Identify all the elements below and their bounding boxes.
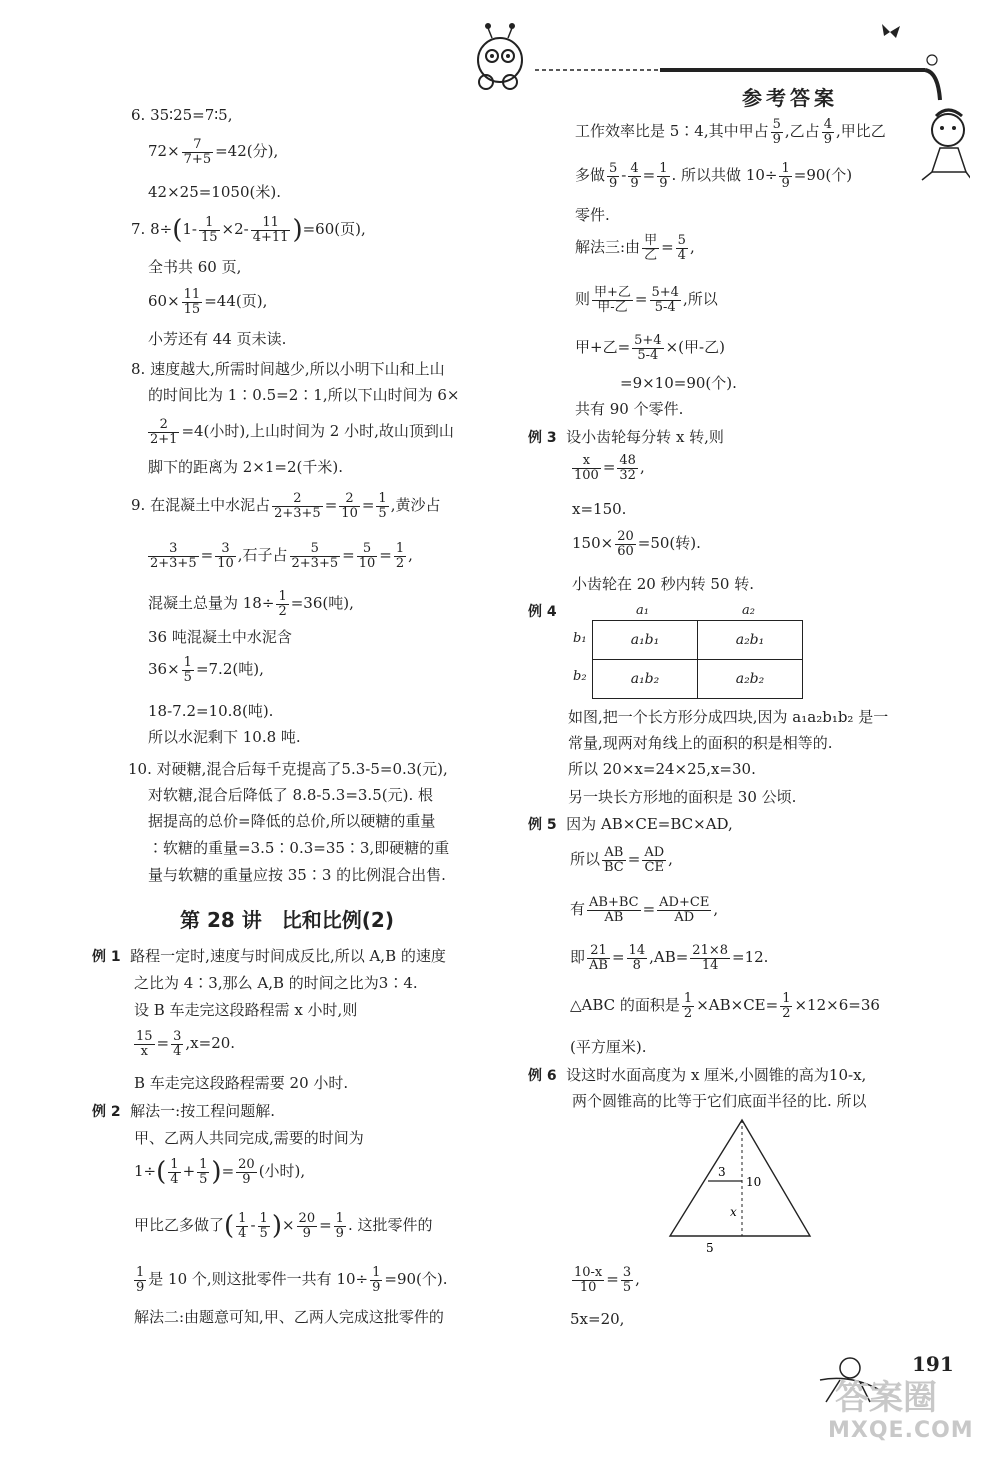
ex5-line-6: (平方厘米). [570, 1038, 647, 1056]
fraction: $\frac{3}{5}$ [622, 1265, 632, 1295]
ex4-col2: a₂ [742, 603, 755, 618]
text: 多做 [575, 166, 606, 185]
fraction: $\frac{1}{5}$ [183, 655, 192, 685]
text: 甲比乙多做了 [134, 1216, 225, 1235]
section-title: 第 28 讲 比和比例(2) [180, 908, 394, 932]
q9-line-3 [148, 590, 354, 618]
text: △ABC 的面积是 [570, 996, 680, 1015]
text: 设这时水面高度为 x 厘米,小圆锥的高为10-x, [566, 1066, 867, 1084]
fraction: $\frac{AD+CE}{AD}$ [659, 895, 710, 925]
text: 60× [148, 292, 180, 311]
q8-line-2: 的时间比为 1∶0.5=2∶1,所以下山时间为 6× [148, 386, 460, 404]
label-x: x [730, 1205, 737, 1219]
right-line-2: 多做 $\frac{5}{9}$ - $\frac{4}{9}$ = $\frac{1}{9}$ . 所以共做 10÷ $\frac{1}{9}$ =90(个) [575, 161, 853, 191]
q6-line-2 [148, 138, 278, 166]
text: =42(分), [215, 142, 279, 161]
ex2-line-5 [132, 1266, 448, 1294]
fraction: $\frac{1}{2}$ [395, 541, 405, 571]
ex3-line-3: x=150. [572, 500, 627, 518]
text: =4(小时),上山时间为 2 小时,故山顶到山 [181, 422, 454, 441]
ex4-col1: a₁ [636, 603, 649, 618]
text: 所以 [570, 850, 601, 869]
fraction: $\frac{1}{2}$ [782, 991, 791, 1021]
ex1-label: 例 1 [92, 949, 121, 965]
fraction: $\frac{1}{4}$ [170, 1157, 179, 1187]
fraction: $\frac{\text{甲}}{\text{乙}}$ [644, 233, 658, 263]
ex4-line-1: 如图,把一个长方形分成四块,因为 a₁a₂b₁b₂ 是一 [568, 708, 889, 726]
label-3: 3 [718, 1165, 726, 1179]
ex6-line-4: 5x=20, [570, 1310, 625, 1328]
q8-number: 8. [131, 360, 146, 378]
text: . 这批零件的 [347, 1216, 433, 1235]
text: 解法一:按工程问题解. [130, 1102, 275, 1120]
text: 解法三:由 [575, 238, 641, 257]
text: =44(页), [204, 292, 268, 311]
label-10: 10 [746, 1175, 762, 1189]
flower-icon [927, 55, 937, 65]
watermark-url: MXQE.COM [828, 1418, 974, 1443]
text: ,黄沙占 [390, 496, 441, 515]
fraction: $\frac{21\times 8}{14}$ [692, 943, 729, 973]
ex4-line-3: 所以 20×x=24×25,x=30. [568, 760, 756, 778]
fraction: $\frac{20}{9}$ [298, 1211, 316, 1241]
header-title: 参考答案 [742, 86, 838, 110]
fraction: $\frac{AB+BC}{AB}$ [589, 895, 639, 925]
q6-number: 6. [131, 106, 146, 124]
fraction: $\frac{AD}{CE}$ [644, 845, 665, 875]
right-line-6 [575, 334, 725, 362]
text: 72× [148, 142, 180, 161]
watermark-logo: 答案圈 [835, 1378, 937, 1418]
fraction: $\frac{1}{9}$ [335, 1211, 344, 1241]
text: 则 [575, 290, 591, 309]
text: 有 [570, 900, 586, 919]
q7-line-4: 小芳还有 44 页未读. [148, 330, 287, 348]
ex3-label: 例 3 [528, 430, 557, 446]
right-line-7: =9×10=90(个). [620, 374, 737, 392]
text: ,所以 [682, 290, 718, 309]
text: ,乙占 [784, 122, 820, 141]
ex4-label: 例 4 [528, 604, 557, 620]
ex6-label: 例 6 [528, 1068, 557, 1084]
q10-line-5: 量与软糖的重量应按 35∶3 的比例混合出售. [148, 866, 446, 884]
q6-line-1 [131, 104, 233, 126]
fraction: $\frac{5}{2+3+5}$ [291, 541, 339, 571]
text: 在混凝土中水泥占 [150, 496, 271, 515]
ex2-line-2: 甲、乙两人共同完成,需要的时间为 [134, 1129, 364, 1147]
cone-triangle [670, 1120, 810, 1236]
text: ,AB= [649, 948, 689, 967]
ex6-line-1 [528, 1064, 866, 1087]
ex3-line-2: $\frac{x}{100}$ = $\frac{48}{32}$ , [574, 453, 645, 483]
cell-a1b1: a₁b₁ [593, 621, 698, 660]
fraction: $\frac{11}{4+11}$ [252, 215, 289, 245]
text: =50(转). [637, 534, 701, 553]
q7-number: 7. [131, 220, 146, 239]
fraction: $\frac{4}{9}$ [630, 161, 639, 191]
text: 设小齿轮每分转 x 转,则 [566, 428, 724, 446]
fraction: $\frac{3}{4}$ [173, 1029, 182, 1059]
q9-line-1: 9. 在混凝土中水泥占 $\frac{2}{2+3+5}$ = $\frac{2}{10}$ = $\frac{1}{5}$ ,黄沙占 [131, 491, 441, 521]
cell-a1b2: a₁b₂ [593, 660, 698, 699]
text: 因为 AB×CE=BC×AD, [566, 815, 733, 833]
cone-diagram [660, 1118, 820, 1258]
text: 150× [572, 534, 614, 553]
fraction: $\frac{5}{9}$ [609, 161, 618, 191]
label-5: 5 [706, 1241, 714, 1255]
q9-line-5 [148, 656, 264, 684]
text: 36× [148, 660, 180, 679]
q10-line-4: ∶软糖的重量=3.5∶0.3=35∶3,即硬糖的重 [148, 839, 450, 857]
fraction: $\frac{5+4}{5-4}$ [651, 285, 679, 315]
fraction: $\frac{1}{15}$ [201, 215, 218, 245]
ex6-line-2: 两个圆锥高的比等于它们底面半径的比. 所以 [572, 1092, 867, 1110]
cell-a2b2: a₂b₂ [698, 660, 803, 699]
ex4-row1: b₁ [573, 631, 587, 646]
fraction: $\frac{7}{7+5}$ [183, 137, 212, 167]
q9-number: 9. [131, 496, 146, 515]
text: 路程一定时,速度与时间成反比,所以 A,B 的速度 [130, 947, 446, 965]
ex5-line-4: 即 $\frac{21}{AB}$ = $\frac{14}{8}$ ,AB= $\frac{21\times 8}{14}$ =12. [570, 943, 769, 973]
page-number: 191 [912, 1352, 954, 1376]
right-line-1 [575, 118, 886, 146]
ex5-line-5 [570, 992, 880, 1020]
ex4-label-line [528, 600, 557, 623]
ex4-row2: b₂ [573, 669, 587, 684]
mascot-icon [478, 23, 522, 89]
fraction: $\frac{10-x}{10}$ [574, 1265, 603, 1295]
ex4-line-4: 另一块长方形地的面积是 30 公顷. [568, 788, 797, 806]
q6-text: 35∶25=7∶5, [150, 106, 233, 124]
ex1-line-3: 设 B 车走完这段路程需 x 小时,则 [134, 1001, 358, 1019]
text: 对硬糖,混合后每千克提高了5.3-5=0.3(元), [156, 760, 448, 778]
fraction: $\frac{5}{9}$ [772, 117, 781, 147]
butterfly-icon [882, 24, 900, 38]
text: 是 10 个,则这批零件一共有 10÷ [148, 1270, 369, 1289]
q9-line-4: 36 吨混凝土中水泥含 [148, 628, 292, 646]
ex5-line-1 [528, 813, 733, 836]
text: =90(个) [793, 166, 853, 185]
fraction: $\frac{48}{32}$ [619, 453, 636, 483]
ex2-line-1 [92, 1100, 275, 1123]
fraction: $\frac{1}{4}$ [238, 1211, 247, 1241]
text: ×12×6=36 [794, 996, 880, 1015]
text: =12. [732, 948, 769, 967]
fraction: $\frac{20}{9}$ [238, 1157, 255, 1187]
text: =60(页), [302, 220, 366, 239]
fraction: $\frac{15}{x}$ [136, 1029, 153, 1059]
text: 甲+乙= [575, 338, 631, 357]
q10-line-2: 对软糖,混合后降低了 8.8-5.3=3.5(元). 根 [148, 786, 433, 804]
fraction: $\frac{3}{10}$ [217, 541, 234, 571]
q9-line-7: 所以水泥剩下 10.8 吨. [148, 728, 301, 746]
fraction: $\frac{4}{9}$ [823, 117, 832, 147]
ex3-line-4 [572, 530, 701, 558]
ex1-line-4: $\frac{15}{x}$ = $\frac{3}{4}$ ,x=20. [136, 1029, 236, 1059]
text: ×(甲-乙) [665, 338, 725, 357]
text: . 所以共做 10÷ [671, 166, 778, 185]
fraction: $\frac{3}{2+3+5}$ [150, 541, 197, 571]
text: 1÷ [134, 1162, 157, 1181]
ex2-label: 例 2 [92, 1104, 121, 1120]
fraction: $\frac{21}{AB}$ [589, 943, 608, 973]
text: 即 [570, 948, 586, 967]
text: ×2- [221, 220, 249, 239]
q7-line-3 [148, 288, 267, 316]
q7-line-2: 全书共 60 页, [148, 258, 242, 276]
fraction: $\frac{11}{15}$ [183, 287, 201, 317]
ex1-line-5: B 车走完这段路程需要 20 小时. [134, 1074, 349, 1092]
text: ,甲比乙 [835, 122, 886, 141]
q9-line-2: $\frac{3}{2+3+5}$ = $\frac{3}{10}$ ,石子占 $\frac{5}{2+3+5}$ = $\frac{5}{10}$ = $\frac{1}{2}$ , [150, 541, 413, 571]
right-line-4: 解法三:由 $\frac{\text{甲}}{\text{乙}}$ = $\frac{5}{4}$ , [575, 233, 695, 263]
ex1-line-1 [92, 945, 446, 968]
fraction: $\frac{1}{2}$ [683, 991, 693, 1021]
ex6-line-3: $\frac{10-x}{10}$ = $\frac{3}{5}$ , [574, 1265, 640, 1295]
text: 1- [182, 220, 197, 239]
fraction: $\frac{1}{9}$ [136, 1265, 145, 1295]
ex2-line-3: 1÷( $\frac{1}{4}$ + $\frac{1}{5}$ )= $\frac{20}{9}$ (小时), [134, 1157, 306, 1188]
fraction: $\frac{AB}{BC}$ [604, 845, 624, 875]
fraction: $\frac{1}{2}$ [278, 589, 287, 619]
q8-line-1 [131, 358, 445, 380]
q10-number: 10. [128, 760, 152, 778]
fraction: $\frac{1}{5}$ [378, 491, 387, 521]
ex5-label: 例 5 [528, 817, 557, 833]
ex4-grid-table [592, 620, 803, 699]
fraction: $\frac{14}{8}$ [628, 943, 646, 973]
fraction: $\frac{2}{10}$ [341, 491, 358, 521]
text: (小时), [258, 1162, 306, 1181]
fraction: $\frac{5+4}{5-4}$ [634, 333, 662, 363]
q10-line-3: 据提高的总价=降低的总价,所以硬糖的重量 [148, 812, 436, 830]
q7-line-1: 7. 8÷(1- $\frac{1}{15}$ ×2- $\frac{11}{4+11}$ )=60(页), [131, 215, 366, 246]
text: ×AB×CE= [696, 996, 779, 1015]
text: =90(个). [384, 1270, 448, 1289]
fraction: $\frac{x}{100}$ [574, 453, 599, 483]
text: 工作效率比是 5∶4,其中甲占 [575, 122, 769, 141]
fraction: $\frac{2}{2+3+5}$ [274, 491, 321, 521]
cell-a2b1: a₂b₁ [698, 621, 803, 660]
ex3-line-1 [528, 426, 724, 449]
q9-line-6: 18-7.2=10.8(吨). [148, 702, 274, 720]
fraction: $\frac{\text{甲+乙}}{\text{甲-乙}}$ [594, 285, 631, 315]
text: =36(吨), [290, 594, 354, 613]
fraction: $\frac{1}{5}$ [259, 1211, 268, 1241]
fraction: $\frac{1}{5}$ [199, 1157, 208, 1187]
q6-line-3: 42×25=1050(米). [148, 183, 281, 201]
ex5-line-3: 有 $\frac{AB+BC}{AB}$ = $\frac{AD+CE}{AD}$ , [570, 895, 719, 925]
text: ,石子占 [237, 546, 288, 565]
q8-line-3 [146, 418, 454, 446]
text: =7.2(吨), [195, 660, 264, 679]
ex2-line-6: 解法二:由题意可知,甲、乙两人完成这批零件的 [134, 1308, 444, 1326]
text: 8÷ [150, 220, 173, 239]
ex4-line-2: 常量,现两对角线上的面积的积是相等的. [568, 734, 833, 752]
ex3-line-5: 小齿轮在 20 秒内转 50 转. [572, 575, 755, 593]
q8-line-4: 脚下的距离为 2×1=2(千米). [148, 458, 344, 476]
ex5-line-2: 所以 $\frac{AB}{BC}$ = $\frac{AD}{CE}$ , [570, 845, 673, 875]
right-line-8: 共有 90 个零件. [575, 400, 684, 418]
ex1-line-2: 之比为 4∶3,那么 A,B 的时间之比为3∶4. [134, 974, 418, 992]
fraction: $\frac{1}{9}$ [372, 1265, 381, 1295]
right-line-3: 零件. [575, 206, 610, 224]
fraction: $\frac{1}{9}$ [659, 161, 668, 191]
text: ,x=20. [185, 1034, 236, 1053]
text: 混凝土总量为 18÷ [148, 594, 275, 613]
fraction: $\frac{5}{4}$ [677, 233, 686, 263]
fraction: $\frac{1}{9}$ [781, 161, 790, 191]
girl-character-icon [922, 110, 970, 180]
fraction: $\frac{20}{60}$ [617, 529, 634, 559]
text: 速度越大,所需时间越少,所以小明下山和上山 [150, 360, 445, 378]
q10-line-1 [128, 758, 448, 780]
fraction: $\frac{5}{10}$ [358, 541, 376, 571]
ex2-line-4: 甲比乙多做了( $\frac{1}{4}$ - $\frac{1}{5}$ )× $\frac{20}{9}$ = $\frac{1}{9}$ . 这批零件的 [134, 1211, 433, 1242]
fraction: $\frac{2}{2+1}$ [150, 417, 178, 447]
right-line-5: 则 $\frac{\text{甲+乙}}{\text{甲-乙}}$ = $\frac{5+4}{5-4}$ ,所以 [575, 285, 718, 315]
